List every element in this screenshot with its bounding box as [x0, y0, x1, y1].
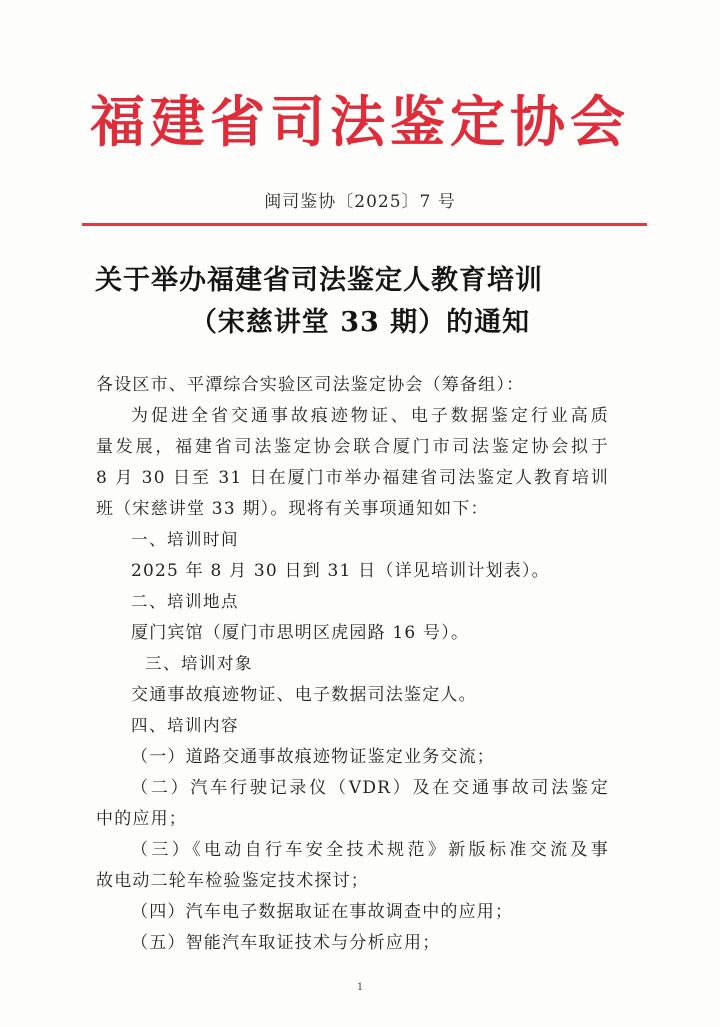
page-number: 1	[356, 982, 364, 993]
section-heading-content: 四、培训内容	[131, 716, 239, 735]
content-item-2: （二）汽车行驶记录仪（VDR）及在交通事故司法鉴定	[131, 778, 609, 798]
section-text-place: 厦门宾馆（厦门市思明区虎园路 16 号）。	[131, 623, 470, 643]
content-item-5: （五）智能汽车取证技术与分析应用；	[131, 933, 441, 953]
content-item-2-continued: 中的应用；	[96, 809, 187, 829]
content-item-1: （一）道路交通事故痕迹物证鉴定业务交流；	[131, 747, 495, 767]
organization-letterhead: 福建省司法鉴定协会	[89, 90, 630, 154]
section-heading-target: 三、培训对象	[145, 654, 253, 673]
content-item-3: （三）《电动自行车安全技术规范》新版标准交流及事	[131, 840, 609, 860]
red-divider-line	[82, 223, 647, 226]
intro-line-3: 8 月 30 日至 31 日在厦门市举办福建省司法鉴定人教育培训	[96, 468, 609, 488]
notice-title-line-2: （宋慈讲堂 33 期）的通知	[189, 307, 531, 338]
section-heading-place: 二、培训地点	[131, 592, 239, 611]
intro-line-2: 量发展，福建省司法鉴定协会联合厦门市司法鉴定协会拟于	[96, 437, 609, 457]
section-text-time: 2025 年 8 月 30 日到 31 日（详见培训计划表）。	[131, 561, 550, 581]
document-number: 闽司鉴协〔2025〕7 号	[264, 192, 456, 212]
section-heading-time: 一、培训时间	[131, 530, 239, 549]
notice-title-line-1: 关于举办福建省司法鉴定人教育培训	[95, 265, 543, 296]
intro-line-1: 为促进全省交通事故痕迹物证、电子数据鉴定行业高质	[131, 406, 609, 426]
content-item-4: （四）汽车电子数据取证在事故调查中的应用；	[131, 902, 514, 922]
addressee-line: 各设区市、平潭综合实验区司法鉴定协会（筹备组）：	[96, 375, 525, 395]
content-item-3-continued: 故电动二轮车检验鉴定技术探讨；	[96, 871, 369, 891]
section-text-target: 交通事故痕迹物证、电子数据司法鉴定人。	[131, 685, 477, 705]
intro-line-4: 班（宋慈讲堂 33 期）。现将有关事项通知如下：	[96, 499, 489, 519]
